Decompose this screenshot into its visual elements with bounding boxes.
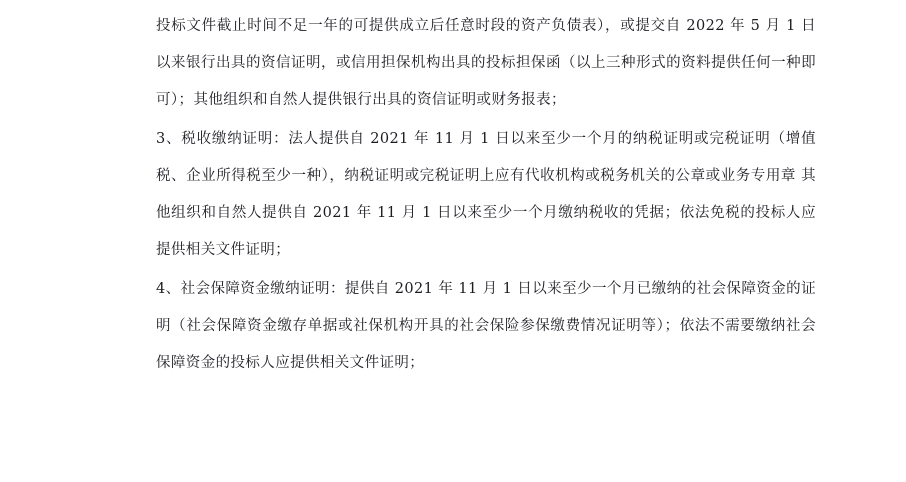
paragraph-social-security-proof: 4、社会保障资金缴纳证明：提供自 2021 年 11 月 1 日以来至少一个月已缴纳的社会保障资金的证明（社会保障资金缴存单据或社保机构开具的社会保险参保缴费情况证明等）；依法不需要缴纳社会保障资金的投标人应提供相关文件证明； bbox=[156, 281, 816, 371]
paragraph-asset-liability: 投标文件截止时间不足一年的可提供成立后任意时段的资产负债表），或提交自 2022 年 5 月 1 日以来银行出具的资信证明，或信用担保机构出具的投标担保函（以上三种形式的资料提供任何一种即可）；其他组织和自然人提供银行出具的资信证明或财务报表； bbox=[156, 18, 816, 108]
document-text-body bbox=[156, 8, 816, 382]
paragraph-tax-payment-proof: 3、税收缴纳证明：法人提供自 2021 年 11 月 1 日以来至少一个月的纳税证明或完税证明（增值税、企业所得税至少一种），纳税证明或完税证明上应有代收机构或税务机关的公章或业务专用章 其他组织和自然人提供自 2021 年 11 月 1 日以来至少一个月缴纳税收的凭据；依法免税的投标人应提供相关文件证明； bbox=[156, 131, 816, 258]
